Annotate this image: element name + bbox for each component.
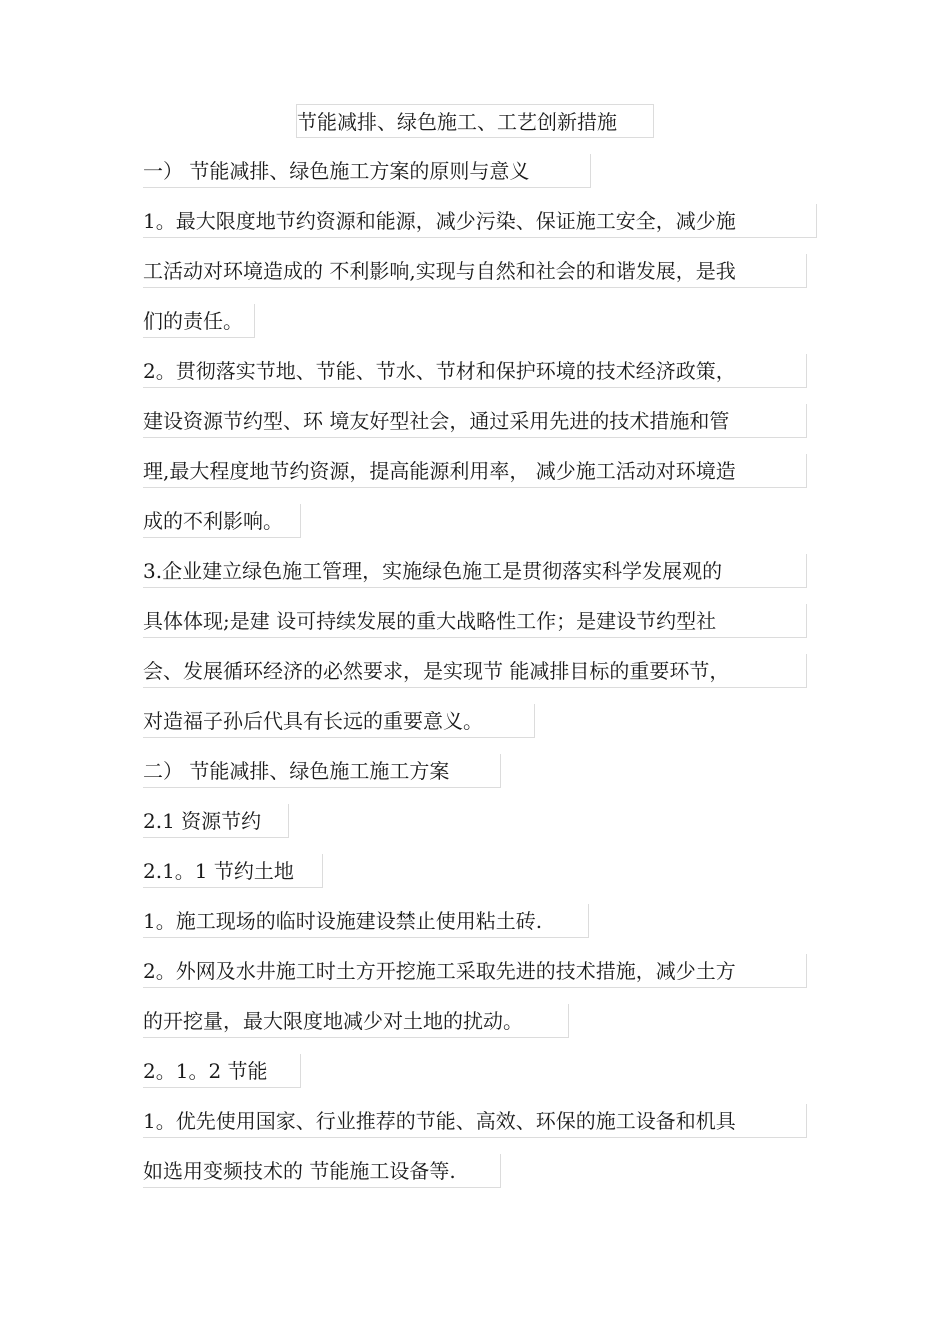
paragraph-2-line-1: 2。贯彻落实节地、节能、节水、节材和保护环境的技术经济政策， <box>143 354 807 388</box>
paragraph-5-line-1: 2。外网及水井施工时土方开挖施工采取先进的技术措施，减少土方 <box>143 954 807 988</box>
document-title: 节能减排、绿色施工、工艺创新措施 <box>296 104 654 138</box>
paragraph-2-line-3: 理,最大程度地节约资源，提高能源利用率， 减少施工活动对环境造 <box>143 454 807 488</box>
paragraph-1-line-1: 1。最大限度地节约资源和能源，减少污染、保证施工安全，减少施 <box>143 204 817 238</box>
paragraph-2-line-4: 成的不利影响。 <box>143 504 301 538</box>
paragraph-1-line-3: 们的责任。 <box>143 304 255 338</box>
subheading-2-1-1: 2.1。1 节约土地 <box>143 854 323 888</box>
paragraph-4-line-1: 1。施工现场的临时设施建设禁止使用粘土砖. <box>143 904 589 938</box>
paragraph-3-line-1: 3.企业建立绿色施工管理，实施绿色施工是贯彻落实科学发展观的 <box>143 554 807 588</box>
paragraph-1-line-2: 工活动对环境造成的 不利影响,实现与自然和社会的和谐发展，是我 <box>143 254 807 288</box>
subheading-2-1: 2.1 资源节约 <box>143 804 289 838</box>
paragraph-2-line-2: 建设资源节约型、环 境友好型社会，通过采用先进的技术措施和管 <box>143 404 807 438</box>
paragraph-6-line-1: 1。优先使用国家、行业推荐的节能、高效、环保的施工设备和机具 <box>143 1104 807 1138</box>
paragraph-5-line-2: 的开挖量，最大限度地减少对土地的扰动。 <box>143 1004 569 1038</box>
subheading-2-1-2: 2。1。2 节能 <box>143 1054 301 1088</box>
section-1-heading: 一） 节能减排、绿色施工方案的原则与意义 <box>143 154 591 188</box>
paragraph-6-line-2: 如选用变频技术的 节能施工设备等. <box>143 1154 501 1188</box>
paragraph-3-line-3: 会、发展循环经济的必然要求，是实现节 能减排目标的重要环节， <box>143 654 807 688</box>
paragraph-3-line-2: 具体体现;是建 设可持续发展的重大战略性工作；是建设节约型社 <box>143 604 807 638</box>
paragraph-3-line-4: 对造福子孙后代具有长远的重要意义。 <box>143 704 535 738</box>
section-2-heading: 二） 节能减排、绿色施工施工方案 <box>143 754 501 788</box>
